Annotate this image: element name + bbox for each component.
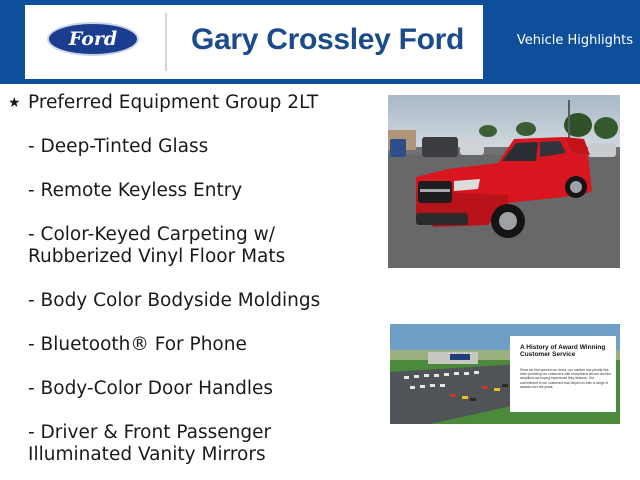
feature-item: - Driver & Front Passenger Illuminated Vanity Mirrors: [28, 422, 272, 465]
promo-body: Since we first opened our doors, our number one priority has been providing our customers with exceptional service and the simplified car-buying experience they deserve. Our commitment to our customers has helped us earn a range of awards over the years.: [520, 368, 612, 389]
feature-item: - Body Color Bodyside Moldings: [28, 290, 321, 311]
header-bar: [0, 0, 640, 84]
dealer-name: Gary Crossley Ford: [191, 23, 465, 56]
feature-list: [8, 92, 378, 466]
dealership-promo-image[interactable]: [390, 324, 620, 424]
feature-main-label: Preferred Equipment Group 2LT: [28, 92, 319, 113]
logo-divider: [165, 13, 167, 71]
dealer-logo-panel[interactable]: [25, 5, 483, 79]
feature-item: - Deep-Tinted Glass: [28, 136, 209, 157]
red-pickup-truck-image: [388, 95, 620, 268]
star-bullet-icon: ★: [8, 95, 21, 111]
feature-item: - Color-Keyed Carpeting w/ Rubberized Vinyl Floor Mats: [28, 224, 286, 267]
ford-logo-text: Ford: [68, 28, 118, 50]
feature-item: - Body-Color Door Handles: [28, 378, 274, 399]
ford-logo-icon: [47, 22, 139, 56]
promo-card: [510, 336, 616, 412]
vehicle-photo[interactable]: [388, 95, 620, 268]
feature-main-item: [8, 92, 378, 114]
vehicle-highlights-label: Vehicle Highlights: [516, 33, 633, 48]
feature-item: - Bluetooth® For Phone: [28, 334, 247, 355]
feature-item: - Remote Keyless Entry: [28, 180, 243, 201]
promo-title: A History of Award Winning Customer Service: [520, 344, 606, 358]
